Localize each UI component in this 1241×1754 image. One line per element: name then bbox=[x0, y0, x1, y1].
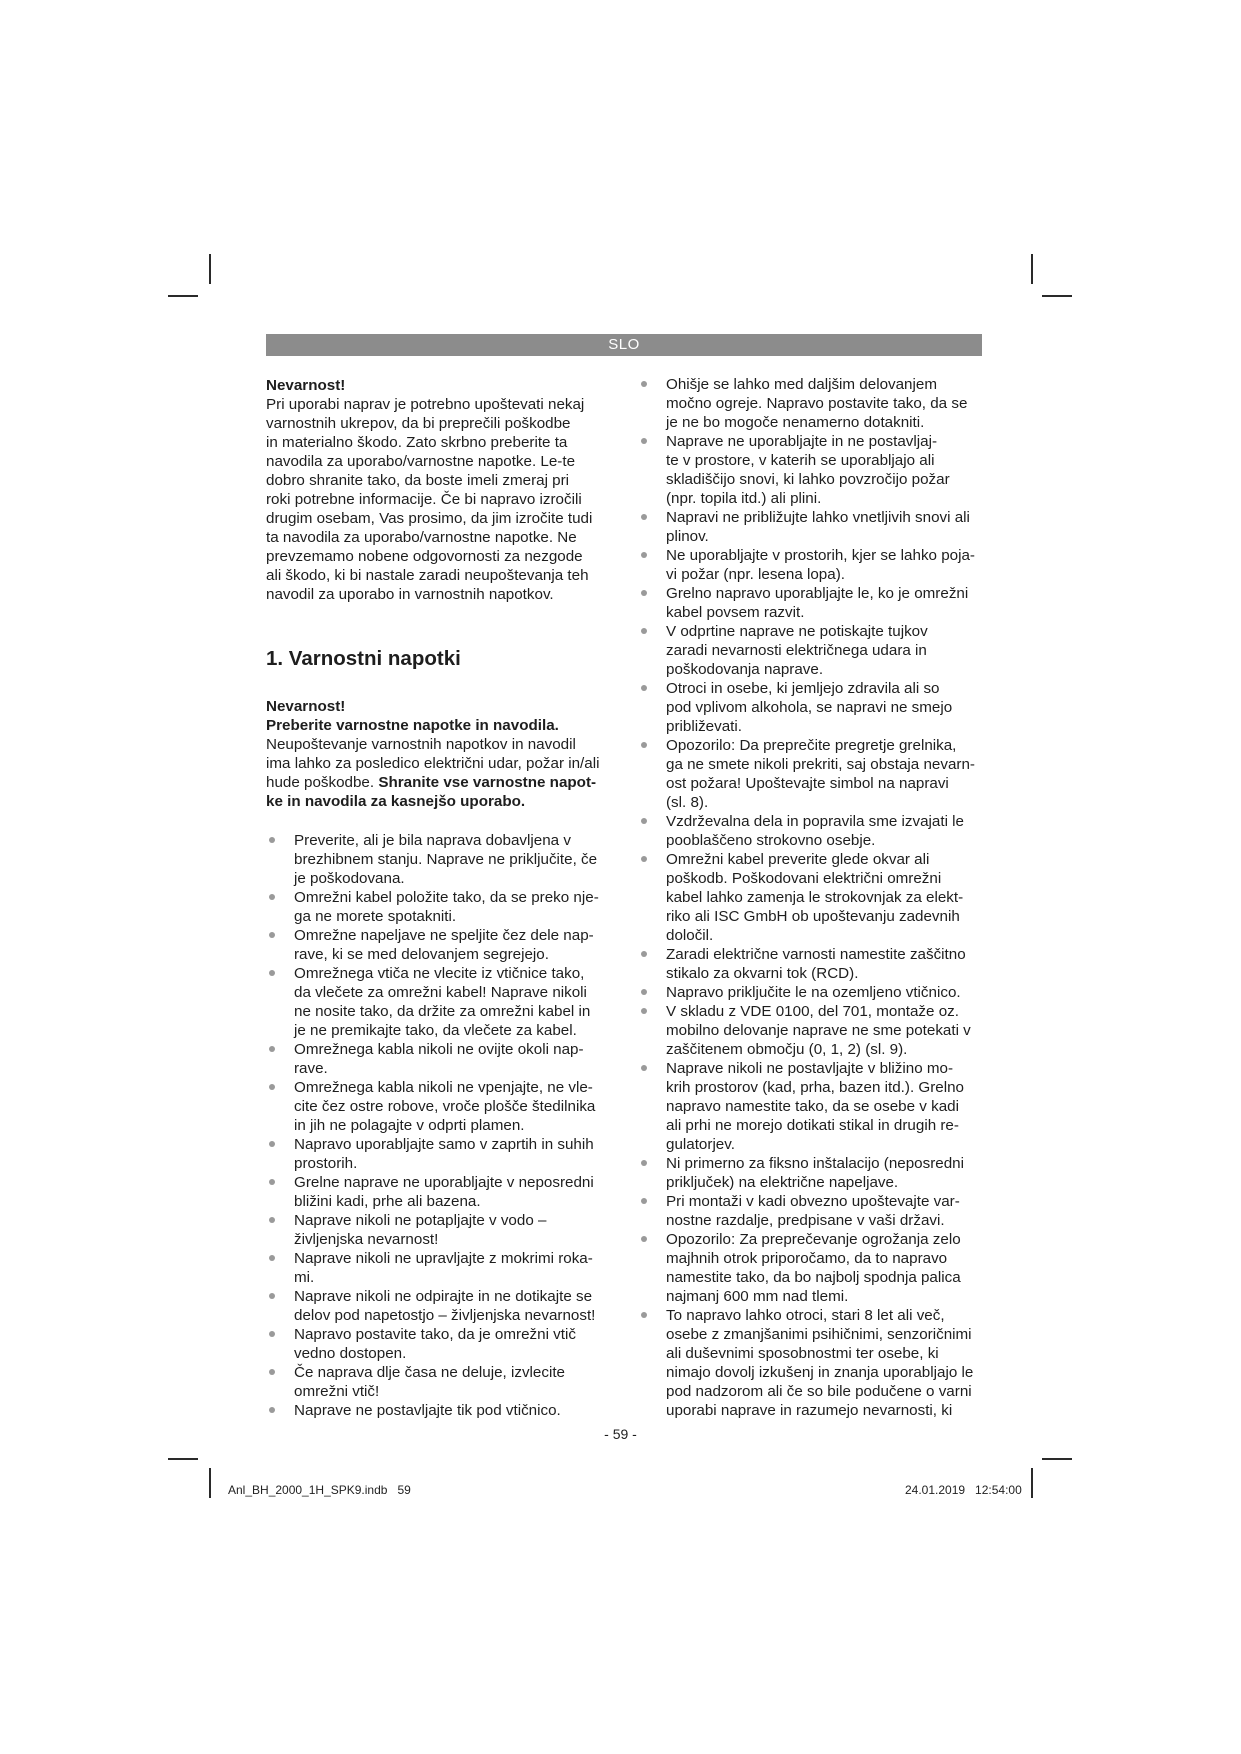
list-item-line: bližini kadi, prhe ali bazena. bbox=[294, 1193, 481, 1210]
crop-mark bbox=[1042, 1458, 1072, 1460]
crop-mark bbox=[1031, 254, 1033, 284]
list-item-line: cite čez ostre robove, vroče plošče štedilnika bbox=[294, 1098, 596, 1115]
intro-line: navodila za uporabo/varnostne napotke. Le-te bbox=[266, 453, 576, 470]
crop-mark bbox=[168, 1458, 198, 1460]
list-item bbox=[640, 622, 985, 679]
list-item-line: Naprave nikoli ne upravljajte z mokrimi roka- bbox=[294, 1250, 593, 1267]
intro-line: drugim osebam, Vas prosimo, da jim izročite tudi bbox=[266, 510, 593, 527]
list-item-line: pooblaščeno strokovno osebje. bbox=[666, 832, 876, 849]
list-item-line: V skladu z VDE 0100, del 701, montaže oz. bbox=[666, 1003, 959, 1020]
section-text bbox=[266, 735, 618, 792]
list-item-line: krih prostorov (kad, prha, bazen itd.). Grelno bbox=[666, 1079, 964, 1096]
list-item-line: vedno dostopen. bbox=[294, 1345, 407, 1362]
list-item-line: življenjska nevarnost! bbox=[294, 1231, 439, 1248]
list-item-line: (npr. topila itd.) ali plini. bbox=[666, 490, 822, 507]
list-item-line: pod vplivom alkohola, se napravi ne smejo bbox=[666, 699, 953, 716]
list-item-line: Naprave ne postavljajte tik pod vtičnico. bbox=[294, 1402, 561, 1419]
list-item bbox=[266, 1249, 618, 1287]
intro-heading: Nevarnost! bbox=[266, 377, 346, 394]
list-item-line: ga ne smete nikoli prekriti, saj obstaja nevarn- bbox=[666, 756, 975, 773]
list-item-line: ali duševnimi sposobnostmi ter osebe, ki bbox=[666, 1345, 939, 1362]
list-item-line: je ne bo mogoče nenamerno dotakniti. bbox=[666, 414, 925, 431]
list-item-line: Naprave nikoli ne potapljajte v vodo – bbox=[294, 1212, 547, 1229]
intro-line: varnostnih ukrepov, da bi preprečili poškodbe bbox=[266, 415, 571, 432]
list-item-line: gulatorjev. bbox=[666, 1136, 735, 1153]
list-item-line: in jih ne polagajte v odprti plamen. bbox=[294, 1117, 525, 1134]
list-item bbox=[640, 1192, 985, 1230]
list-item-line: približevati. bbox=[666, 718, 742, 735]
list-item-line: Napravo postavite tako, da je omrežni vtič bbox=[294, 1326, 576, 1343]
list-item-line: Ne uporabljajte v prostorih, kjer se lahko poja- bbox=[666, 547, 975, 564]
section-line: ima lahko za posledico električni udar, požar in/ali bbox=[266, 755, 600, 772]
list-item-line: nostne razdalje, predpisane v vaši državi. bbox=[666, 1212, 945, 1229]
list-item-line: To napravo lahko otroci, stari 8 let ali več, bbox=[666, 1307, 945, 1324]
list-item-line: nimajo dovolj izkušenj in znanja uporabljajo le bbox=[666, 1364, 974, 1381]
intro-line: in materialno škodo. Zato skrbno preberite ta bbox=[266, 434, 568, 451]
crop-mark bbox=[1031, 1468, 1033, 1498]
right-safety-list bbox=[640, 375, 985, 1420]
list-item-line: ga ne morete spotakniti. bbox=[294, 908, 457, 925]
intro-line: prevzemamo nobene odgovornosti za nezgode bbox=[266, 548, 583, 565]
list-item-line: napravo namestite tako, da se osebe v kadi bbox=[666, 1098, 959, 1115]
list-item-line: Pri montaži v kadi obvezno upoštevajte var- bbox=[666, 1193, 960, 1210]
list-item-line: Vzdrževalna dela in popravila sme izvajati le bbox=[666, 813, 964, 830]
list-item-line: kabel lahko zamenja le strokovnjak za elekt- bbox=[666, 889, 964, 906]
section-line-start: hude poškodbe. bbox=[266, 774, 375, 791]
list-item-line: Omrežne napeljave ne speljite čez dele nap- bbox=[294, 927, 594, 944]
list-item-line: zaradi nevarnosti električnega udara in bbox=[666, 642, 927, 659]
crop-mark bbox=[168, 295, 198, 297]
section-text-bold-last: ke in navodila za kasnejšo uporabo. bbox=[266, 793, 526, 810]
intro-line: ta navodila za uporabo/varnostne napotke. Ne bbox=[266, 529, 577, 546]
list-item-line: najmanj 600 mm nad tlemi. bbox=[666, 1288, 849, 1305]
list-item bbox=[266, 926, 618, 964]
list-item-line: kabel povsem razvit. bbox=[666, 604, 805, 621]
list-item-line: ne nosite tako, da držite za omrežni kabel in bbox=[294, 1003, 591, 1020]
language-header-bar: SLO bbox=[266, 334, 982, 356]
list-item-line: stikalo za okvarni tok (RCD). bbox=[666, 965, 859, 982]
list-item-line: Napravo priključite le na ozemljeno vtičnico. bbox=[666, 984, 961, 1001]
list-item-line: Naprave nikoli ne odpirajte in ne dotikajte se bbox=[294, 1288, 593, 1305]
list-item bbox=[640, 983, 985, 1002]
list-item-line: (sl. 8). bbox=[666, 794, 709, 811]
list-item-line: osebe z zmanjšanimi psihičnimi, senzoričnimi bbox=[666, 1326, 972, 1343]
list-item-line: je ne premikajte tako, da vlečete za kabel. bbox=[294, 1022, 577, 1039]
footer-datetime: 24.01.2019 12:54:00 bbox=[905, 1483, 1022, 1497]
list-item bbox=[640, 1230, 985, 1306]
list-item-line: ost požara! Upoštevajte simbol na napravi bbox=[666, 775, 949, 792]
list-item bbox=[640, 1306, 985, 1420]
list-item-line: Omrežnega kabla nikoli ne vpenjajte, ne vle- bbox=[294, 1079, 593, 1096]
list-item-line: Naprave nikoli ne postavljajte v bližino mo- bbox=[666, 1060, 954, 1077]
page-number: - 59 - bbox=[604, 1426, 637, 1442]
right-column bbox=[640, 375, 985, 1420]
list-item bbox=[266, 1363, 618, 1401]
list-item bbox=[266, 1173, 618, 1211]
list-item bbox=[266, 1287, 618, 1325]
list-item-line: Otroci in osebe, ki jemljejo zdravila ali so bbox=[666, 680, 940, 697]
left-column bbox=[266, 376, 618, 1420]
list-item-line: plinov. bbox=[666, 528, 709, 545]
list-item-line: Opozorilo: Za preprečevanje ogrožanja zelo bbox=[666, 1231, 961, 1248]
list-item-line: Če naprava dlje časa ne deluje, izvlecite bbox=[294, 1364, 566, 1381]
list-item-line: uporabi naprave in razumejo nevarnosti, ki bbox=[666, 1402, 953, 1419]
list-item bbox=[266, 831, 618, 888]
intro-line: roki potrebne informacije. Če bi napravo izročili bbox=[266, 491, 582, 508]
section-line: Neupoštevanje varnostnih napotkov in navodil bbox=[266, 736, 576, 753]
crop-mark bbox=[1042, 295, 1072, 297]
list-item-line: pod nadzorom ali če so bile podučene o varni bbox=[666, 1383, 972, 1400]
list-item-line: mobilno delovanje naprave ne sme potekati v bbox=[666, 1022, 971, 1039]
list-item-line: mi. bbox=[294, 1269, 315, 1286]
list-item-line: te v prostore, v katerih se uporabljajo ali bbox=[666, 452, 935, 469]
list-item bbox=[640, 432, 985, 508]
list-item bbox=[640, 375, 985, 432]
list-item bbox=[266, 964, 618, 1040]
intro-line: dobro shranite tako, da boste imeli zmeraj pri bbox=[266, 472, 570, 489]
list-item-line: riko ali ISC GmbH ob upoštevanju zadevnih bbox=[666, 908, 960, 925]
list-item-line: da vlečete za omrežni kabel! Naprave nikoli bbox=[294, 984, 587, 1001]
list-item bbox=[640, 945, 985, 983]
list-item-line: Napravi ne približujte lahko vnetljivih snovi ali bbox=[666, 509, 970, 526]
list-item-line: Grelne naprave ne uporabljajte v neposredni bbox=[294, 1174, 594, 1191]
list-item bbox=[640, 584, 985, 622]
list-item-line: V odprtine naprave ne potiskajte tujkov bbox=[666, 623, 928, 640]
intro-text bbox=[266, 395, 618, 604]
list-item-line: ali prhi ne morejo dotikati stikal in drugih re- bbox=[666, 1117, 959, 1134]
left-safety-list bbox=[266, 831, 618, 1420]
list-item-line: Omrežnega kabla nikoli ne ovijte okoli nap- bbox=[294, 1041, 584, 1058]
list-item bbox=[266, 888, 618, 926]
list-item-line: Naprave ne uporabljajte in ne postavljaj- bbox=[666, 433, 938, 450]
list-item-line: je poškodovana. bbox=[294, 870, 405, 887]
list-item bbox=[640, 1154, 985, 1192]
list-item-line: Zaradi električne varnosti namestite zaščitno bbox=[666, 946, 966, 963]
list-item-line: omrežni vtič! bbox=[294, 1383, 380, 1400]
list-item-line: Ohišje se lahko med daljšim delovanjem bbox=[666, 376, 937, 393]
list-item bbox=[266, 1078, 618, 1135]
intro-line: ali škodo, ki bi nastale zaradi neupoštevanja teh bbox=[266, 567, 589, 584]
list-item bbox=[640, 679, 985, 736]
section-line bbox=[266, 773, 618, 792]
section-title: 1. Varnostni napotki bbox=[266, 647, 461, 670]
list-item-line: Omrežnega vtiča ne vlecite iz vtičnice tako, bbox=[294, 965, 585, 982]
list-item-line: skladiščijo snovi, ki lahko povzročijo požar bbox=[666, 471, 950, 488]
list-item bbox=[640, 1059, 985, 1154]
list-item bbox=[640, 508, 985, 546]
list-item-line: Opozorilo: Da preprečite pregretje grelnika, bbox=[666, 737, 957, 754]
intro-line: Pri uporabi naprav je potrebno upoštevati nekaj bbox=[266, 396, 585, 413]
footer-file-info: Anl_BH_2000_1H_SPK9.indb 59 bbox=[228, 1483, 411, 1497]
list-item-line: Ni primerno za fiksno inštalacijo (neposredni bbox=[666, 1155, 964, 1172]
crop-mark bbox=[209, 1468, 211, 1498]
list-item bbox=[266, 1135, 618, 1173]
list-item-line: Preverite, ali je bila naprava dobavljena v bbox=[294, 832, 571, 849]
list-item-line: Napravo uporabljajte samo v zaprtih in suhih bbox=[294, 1136, 594, 1153]
list-item-line: rave, ki se med delovanjem segrejejo. bbox=[294, 946, 549, 963]
section-warning: Nevarnost! bbox=[266, 698, 346, 715]
list-item bbox=[266, 1401, 618, 1420]
list-item-line: močno ogreje. Napravo postavite tako, da se bbox=[666, 395, 968, 412]
list-item-line: Omrežni kabel preverite glede okvar ali bbox=[666, 851, 930, 868]
intro-line: navodil za uporabo in varnostnih napotkov. bbox=[266, 586, 554, 603]
list-item-line: poškodovanja naprave. bbox=[666, 661, 824, 678]
list-item-line: določil. bbox=[666, 927, 714, 944]
list-item-line: Grelno napravo uporabljajte le, ko je omrežni bbox=[666, 585, 969, 602]
list-item bbox=[640, 546, 985, 584]
list-item-line: Omrežni kabel položite tako, da se preko nje- bbox=[294, 889, 599, 906]
list-item-line: prostorih. bbox=[294, 1155, 358, 1172]
list-item bbox=[266, 1211, 618, 1249]
list-item-line: rave. bbox=[294, 1060, 328, 1077]
list-item bbox=[640, 736, 985, 812]
list-item-line: delov pod napetostjo – življenjska nevarnost! bbox=[294, 1307, 596, 1324]
list-item bbox=[266, 1325, 618, 1363]
list-item-line: majhnih otrok priporočamo, da to napravo bbox=[666, 1250, 948, 1267]
list-item-line: brezhibnem stanju. Naprave ne priključite, če bbox=[294, 851, 598, 868]
crop-mark bbox=[209, 254, 211, 284]
list-item bbox=[640, 1002, 985, 1059]
list-item-line: vi požar (npr. lesena lopa). bbox=[666, 566, 845, 583]
list-item bbox=[640, 850, 985, 945]
section-warning-bold: Preberite varnostne napotke in navodila. bbox=[266, 717, 559, 734]
list-item-line: poškodb. Poškodovani električni omrežni bbox=[666, 870, 942, 887]
list-item bbox=[266, 1040, 618, 1078]
list-item bbox=[640, 812, 985, 850]
list-item-line: priključek) na električne napeljave. bbox=[666, 1174, 899, 1191]
list-item-line: zaščitenem območju (0, 1, 2) (sl. 9). bbox=[666, 1041, 908, 1058]
section-bold-inline: Shranite vse varnostne napot- bbox=[378, 774, 597, 791]
list-item-line: namestite tako, da bo najbolj spodnja palica bbox=[666, 1269, 961, 1286]
